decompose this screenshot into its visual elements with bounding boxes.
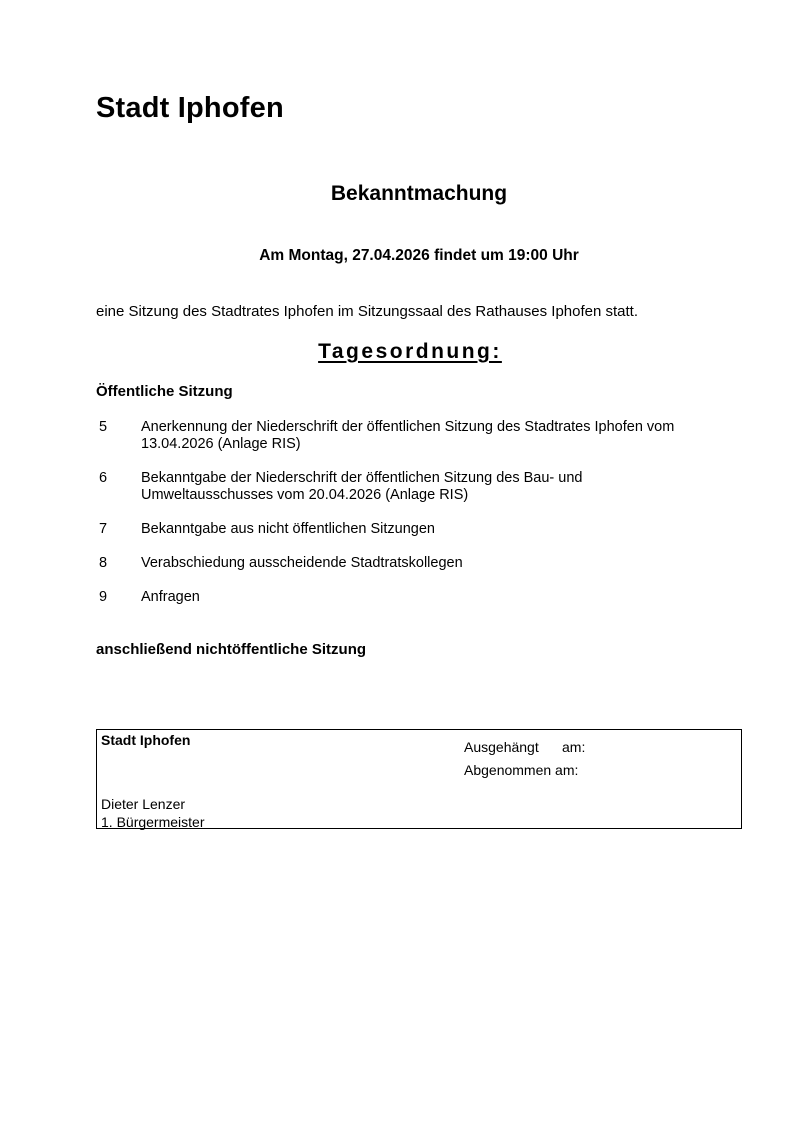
- agenda-item-text: Anfragen: [141, 589, 200, 605]
- agenda-item: [96, 589, 716, 606]
- agenda-item-number: 6: [99, 470, 108, 486]
- city-title: Stadt Iphofen: [96, 92, 284, 124]
- agenda-item: [96, 555, 716, 572]
- agenda-item-number: 9: [99, 589, 108, 605]
- posted-label: Ausgehängt: [464, 739, 539, 755]
- closed-session-heading: anschließend nichtöffentliche Sitzung: [96, 641, 367, 658]
- removed-label: Abgenommen am:: [464, 762, 579, 778]
- public-session-heading: Öffentliche Sitzung: [96, 383, 233, 400]
- agenda-item-text: Bekanntgabe der Niederschrift der öffentlichen Sitzung des Bau- und Umweltausschusses vom 20.04.2026 (Anlage RIS): [141, 470, 583, 503]
- removed-row: [464, 762, 578, 778]
- agenda-item-text: Bekanntgabe aus nicht öffentlichen Sitzungen: [141, 521, 435, 537]
- agenda-heading: Tagesordnung:: [318, 340, 502, 363]
- agenda-item-text: Verabschiedung ausscheidende Stadtratskollegen: [141, 555, 463, 571]
- announcement-title: Bekanntmachung: [330, 182, 508, 205]
- meeting-intro: eine Sitzung des Stadtrates Iphofen im Sitzungssaal des Rathauses Iphofen statt.: [96, 303, 638, 320]
- agenda-item-number: 5: [99, 419, 108, 435]
- posting-box: [96, 729, 742, 829]
- agenda-item: [96, 419, 716, 453]
- agenda-item: [96, 521, 716, 538]
- agenda-item-text: Anerkennung der Niederschrift der öffentlichen Sitzung des Stadtrates Iphofen vom 13.04.2026 (Anlage RIS): [141, 419, 675, 452]
- signer-name: Dieter Lenzer: [101, 796, 186, 812]
- meeting-date-line: Am Montag, 27.04.2026 findet um 19:00 Uhr: [259, 247, 579, 264]
- agenda-list: [96, 419, 716, 623]
- posted-row: [464, 739, 585, 755]
- agenda-item-number: 8: [99, 555, 108, 571]
- posted-suffix: am:: [562, 739, 586, 755]
- agenda-item: [96, 470, 716, 504]
- signer-role: 1. Bürgermeister: [101, 814, 205, 830]
- agenda-item-number: 7: [99, 521, 108, 537]
- footer-city: Stadt Iphofen: [101, 732, 191, 748]
